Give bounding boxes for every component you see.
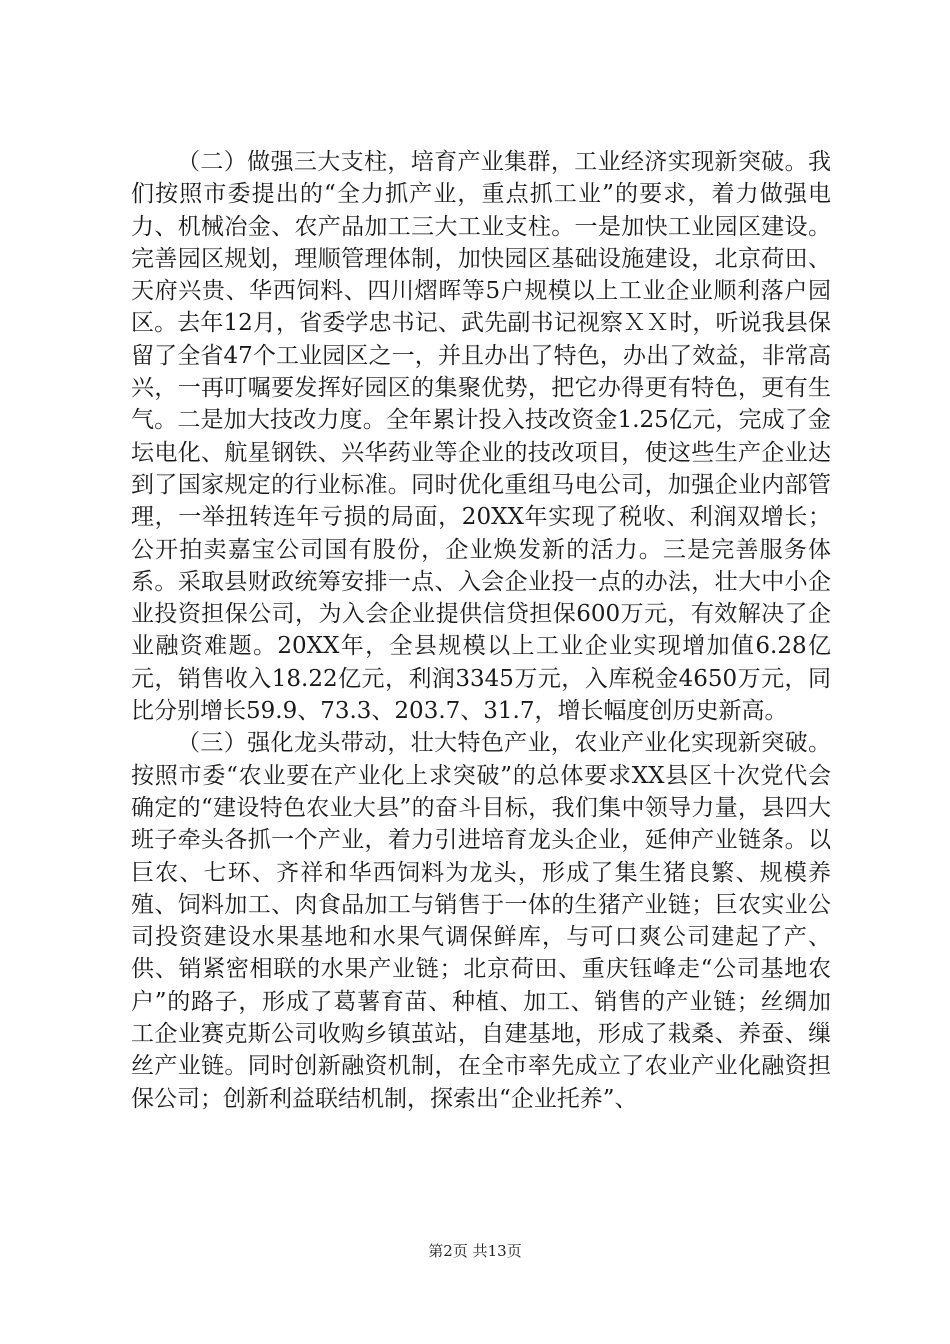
document-body <box>131 146 831 1115</box>
paragraph-agriculture: （三）强化龙头带动，壮大特色产业，农业产业化实现新突破。按照市委“农业要在产业化上求突破”的总体要求XX县区十次党代会确定的“建设特色农业大县”的奋斗目标，我们集中领导力量，县四大班子牵头各抓一个产业，着力引进培育龙头企业，延伸产业链条。以巨农、七环、齐祥和华西饲料为龙头，形成了集生猪良繁、规模养殖、饲料加工、肉食品加工与销售于一体的生猪产业链；巨农实业公司投资建设水果基地和水果气调保鲜库，与可口爽公司建起了产、供、销紧密相联的水果产业链；北京荷田、重庆钰峰走“公司基地农户”的路子，形成了葛薯育苗、种植、加工、销售的产业链；丝绸加工企业赛克斯公司收购乡镇茧站，自建基地，形成了栽桑、养蚕、缫丝产业链。同时创新融资机制，在全市率先成立了农业产业化融资担保公司；创新利益联结机制，探索出“企业托养”、 <box>131 730 831 1112</box>
page-footer: 第2页 共13页 <box>428 1242 522 1260</box>
paragraph-industry: （二）做强三大支柱，培育产业集群，工业经济实现新突破。我们按照市委提出的“全力抓产业，重点抓工业”的要求，着力做强电力、机械冶金、农产品加工三大工业支柱。一是加快工业园区建设。完善园区规划，理顺管理体制，加快园区基础设施建设，北京荷田、天府兴贵、华西饲料、四川熠晖等5户规模以上工业企业顺利落户园区。去年12月，省委学忠书记、武先副书记视察ＸＸ时，听说我县保留了全省47个工业园区之一，并且办出了特色，办出了效益，非常高兴，一再叮嘱要发挥好园区的集聚优势，把它办得更有特色，更有生气。二是加大技改力度。全年累计投入技改资金1.25亿元，完成了金坛电化、航星钢铁、兴华药业等企业的技改项目，使这些生产企业达到了国家规定的行业标准。同时优化重组马电公司，加强企业内部管理，一举扭转连年亏损的局面，20XX年实现了税收、利润双增长；公开拍卖嘉宝公司国有股份，企业焕发新的活力。三是完善服务体系。采取县财政统筹安排一点、入会企业投一点的办法，壮大中小企业投资担保公司，为入会企业提供信贷担保600万元，有效解决了企业融资难题。20XX年，全县规模以上工业企业实现增加值6.28亿元，销售收入18.22亿元，利润3345万元，入库税金4650万元，同比分别增长59.9、73.3、203.7、31.7，增长幅度创历史新高。 <box>131 149 831 725</box>
